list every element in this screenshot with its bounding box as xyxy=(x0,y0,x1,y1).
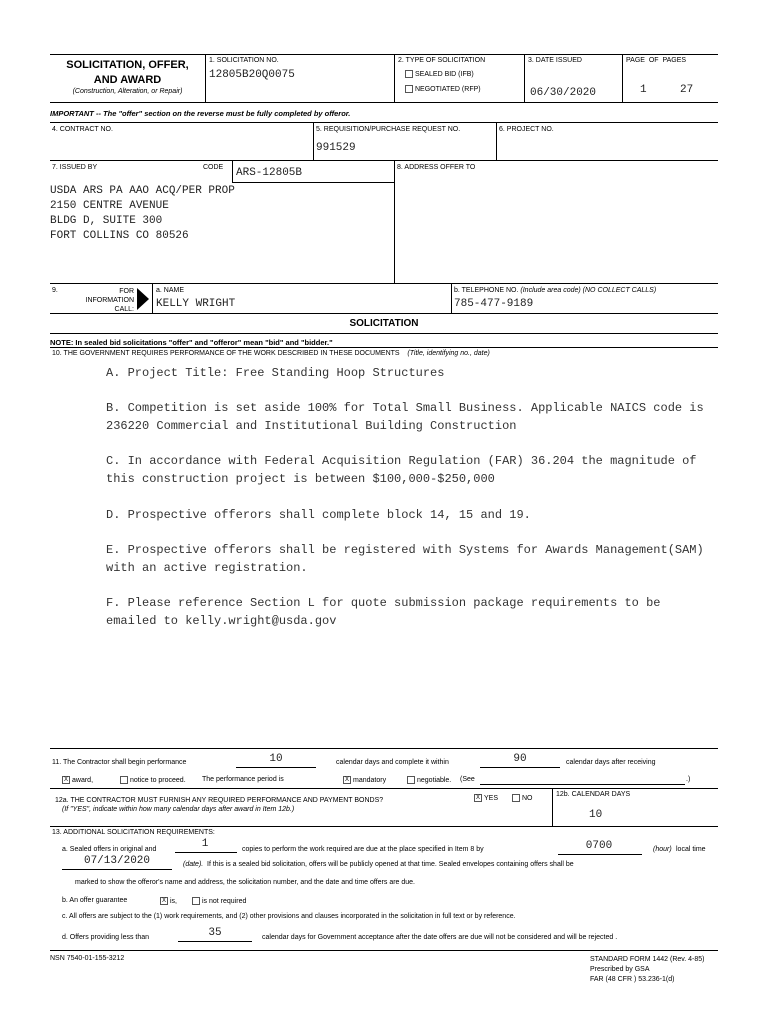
address-line: 2150 CENTRE AVENUE xyxy=(50,200,169,212)
pages-field[interactable]: 27 xyxy=(680,84,694,96)
form-number: STANDARD FORM 1442 (Rev. 4-85) Prescribed by GSA FAR (48 CFR ) 53.236-1(d) xyxy=(590,956,705,983)
body-paragraph: F. Please reference Section L for quote submission package requirements to be emailed to kelly.wright@usda.gov xyxy=(106,596,661,628)
issued-by-address xyxy=(50,184,235,244)
block13-a4: If this is a sealed bid solicitation, offers will be publicly opened at that time. Sealed envelopes containing offers shall be xyxy=(207,861,574,868)
address-line: USDA ARS PA AAO ACQ/PER PROP xyxy=(50,185,235,197)
contract-no-label: 4. CONTRACT NO. xyxy=(52,126,113,133)
negotiable-checkbox[interactable] xyxy=(407,776,415,784)
see-text: (See xyxy=(460,776,475,783)
notice-checkbox[interactable] xyxy=(120,776,128,784)
negotiated-option[interactable]: NEGOTIATED (RFP) xyxy=(405,85,481,93)
due-date-field[interactable]: 07/13/2020 xyxy=(83,855,150,867)
block13-a2: copies to perform the work required are due at the place specified in Item 8 by xyxy=(242,846,484,853)
code-label: CODE xyxy=(203,164,224,171)
negotiated-checkbox[interactable] xyxy=(405,85,413,93)
block11-text2: calendar days and complete it within xyxy=(336,759,449,766)
arrow-right-icon xyxy=(137,288,149,310)
period-is-text: The performance period is xyxy=(202,776,284,783)
block13-b1: b. An offer guarantee xyxy=(62,897,128,904)
block13-a1: a. Sealed offers in original and xyxy=(62,846,157,853)
block12a-note: (If "YES", indicate within how many calendar days after award in Item 12b.) xyxy=(62,806,295,813)
block13-d1: d. Offers providing less than xyxy=(62,934,150,941)
form-title: SOLICITATION, OFFER, AND AWARD xyxy=(66,59,189,86)
body-paragraph: A. Project Title: Free Standing Hoop Structures xyxy=(106,366,445,380)
type-label: 2. TYPE OF SOLICITATION xyxy=(398,57,486,64)
sol-no-label: 1. SOLICITATION NO. xyxy=(209,57,279,64)
no-option[interactable]: NO xyxy=(512,794,533,802)
notice-option[interactable]: notice to proceed. xyxy=(120,776,186,784)
project-no-label: 6. PROJECT NO. xyxy=(499,126,554,133)
block12b-label: 12b. CALENDAR DAYS xyxy=(556,791,631,798)
requisition-field[interactable]: 991529 xyxy=(316,142,356,154)
issued-by-label: 7. ISSUED BY xyxy=(52,164,98,171)
guarantee-is-checkbox[interactable]: X xyxy=(161,898,166,904)
block9-for: FOR INFORMATION CALL: xyxy=(85,288,134,313)
page-label: PAGE OF PAGES xyxy=(626,57,687,64)
code-field[interactable]: ARS-12805B xyxy=(236,167,303,179)
negotiable-option[interactable]: negotiable. xyxy=(407,776,451,784)
due-time-field[interactable]: 0700 xyxy=(585,840,613,852)
block10-label: 10. THE GOVERNMENT REQUIRES PERFORMANCE OF THE WORK DESCRIBED IN THESE DOCUMENTS (Title, identifying no., date) xyxy=(52,350,490,357)
date-word: (date). xyxy=(183,861,204,868)
phone-field[interactable]: 785-477-9189 xyxy=(454,298,534,310)
block11-text3: calendar days after receiving xyxy=(566,759,656,766)
block13-label: 13. ADDITIONAL SOLICITATION REQUIREMENTS: xyxy=(52,829,215,836)
block9-num: 9. xyxy=(52,287,58,294)
hour-label: (hour) xyxy=(653,846,672,853)
note-text: NOTE: In sealed bid solicitations "offer" and "offeror" mean "bid" and "bidder." xyxy=(50,338,333,347)
block11-text1: 11. The Contractor shall begin performance xyxy=(52,759,187,766)
address-line: FORT COLLINS CO 80526 xyxy=(50,230,189,242)
address-line: BLDG D, SUITE 300 xyxy=(50,215,163,227)
date-label: 3. DATE ISSUED xyxy=(528,57,582,64)
contact-name-field[interactable]: KELLY WRIGHT xyxy=(156,298,236,310)
block13-c: c. All offers are subject to the (1) work requirements, and (2) other provisions and clauses incorporated in the solicitation in full text or by reference. xyxy=(62,913,516,920)
no-checkbox[interactable] xyxy=(512,794,520,802)
block12a-label: 12a. THE CONTRACTOR MUST FURNISH ANY REQUIRED PERFORMANCE AND PAYMENT BONDS? xyxy=(55,797,384,804)
calendar-days-field[interactable]: 10 xyxy=(589,809,603,821)
body-paragraph: C. In accordance with Federal Acquisition Regulation (FAR) 36.204 the magnitude of this construction project is between $100,000-$250,000 xyxy=(106,454,697,486)
phone-label: b. TELEPHONE NO. (Include area code) (NO COLLECT CALLS) xyxy=(454,287,657,294)
award-option[interactable]: X award, xyxy=(63,776,94,784)
date-issued-field[interactable]: 06/30/2020 xyxy=(530,87,597,99)
copies-field[interactable]: 1 xyxy=(201,838,209,850)
yes-option[interactable]: X YES xyxy=(475,794,499,802)
block13-d2: calendar days for Government acceptance after the date offers are due will not be considered and will be rejected . xyxy=(262,934,618,941)
page-field[interactable]: 1 xyxy=(640,84,647,96)
solicitation-heading: SOLICITATION xyxy=(349,318,419,329)
guarantee-not-checkbox[interactable] xyxy=(192,897,200,905)
acceptance-days-field[interactable]: 35 xyxy=(208,927,222,939)
sealed-checkbox[interactable] xyxy=(405,70,413,78)
local-time-label: local time xyxy=(676,846,706,853)
block13-a5: marked to show the offeror's name and address, the solicitation number, and the date and time offers are due. xyxy=(75,879,416,886)
body-paragraph: B. Competition is set aside 100% for Total Small Business. Applicable NAICS code is 236220 Commercial and Institutional Building Construction xyxy=(106,401,704,433)
close-text: .) xyxy=(686,776,691,783)
mandatory-option[interactable]: X mandatory xyxy=(344,776,387,784)
body-paragraph: D. Prospective offerors shall complete block 14, 15 and 19. xyxy=(106,508,531,522)
address-offer-label: 8. ADDRESS OFFER TO xyxy=(397,164,476,171)
requisition-label: 5. REQUISITION/PURCHASE REQUEST NO. xyxy=(316,126,461,133)
award-checkbox[interactable]: X xyxy=(63,777,68,783)
complete-days-field[interactable]: 90 xyxy=(513,753,527,765)
sol-no-field[interactable]: 12805B20Q0075 xyxy=(209,69,295,81)
nsn-text: NSN 7540-01-155-3212 xyxy=(50,955,125,962)
begin-days-field[interactable]: 10 xyxy=(269,753,283,765)
guarantee-is-option[interactable]: X is, xyxy=(161,897,177,905)
sealed-bid-option[interactable]: SEALED BID (IFB) xyxy=(405,70,474,78)
form-subtitle: (Construction, Alteration, or Repair) xyxy=(72,88,183,95)
important-notice: IMPORTANT -- The "offer" section on the reverse must be fully completed by offeror. xyxy=(50,109,351,118)
guarantee-not-option[interactable]: is not required xyxy=(192,897,246,905)
yes-checkbox[interactable]: X xyxy=(475,795,480,801)
name-label: a. NAME xyxy=(156,287,185,294)
body-paragraph: E. Prospective offerors shall be registered with Systems for Awards Management(SAM) with an active registration. xyxy=(106,543,704,575)
mandatory-checkbox[interactable]: X xyxy=(344,777,349,783)
